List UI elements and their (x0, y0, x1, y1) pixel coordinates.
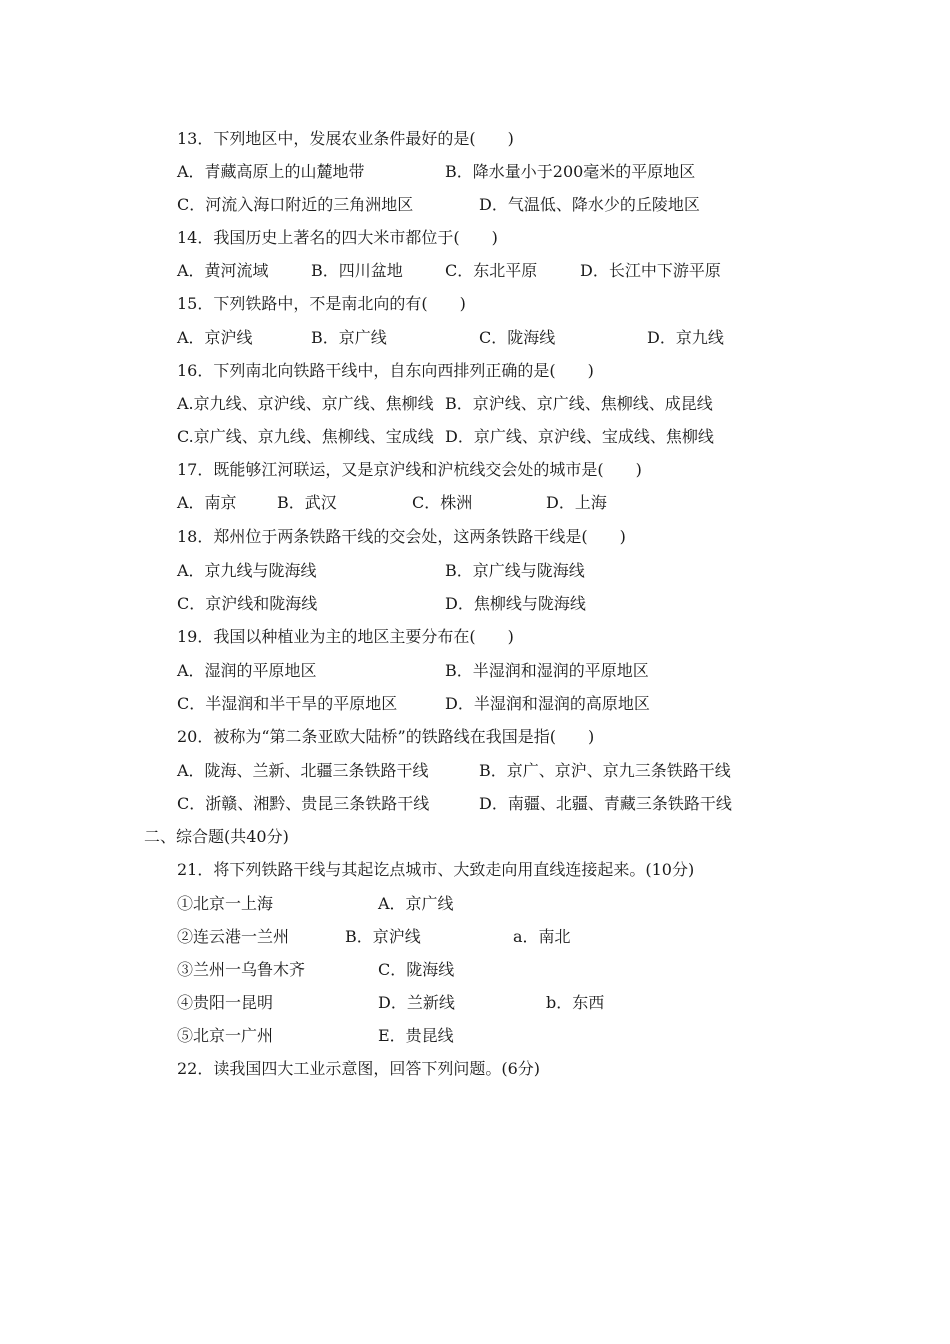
q21-city-4: ④贵阳一昆明 (177, 993, 274, 1012)
question-14-option-a: A．黄河流域 (177, 261, 269, 280)
question-15-option-d: D．京九线 (647, 328, 724, 347)
question-14-option-c: C．东北平原 (445, 261, 538, 280)
question-21-stem: 21．将下列铁路干线与其起讫点城市、大致走向用直线连接起来。(10分) (177, 860, 695, 879)
question-17-option-c: C．株洲 (412, 493, 473, 512)
question-16-option-c: C.京广线、京九线、焦柳线、宝成线 (177, 427, 434, 446)
question-20-option-d: D．南疆、北疆、青藏三条铁路干线 (479, 794, 732, 813)
question-21-row-4 (177, 993, 777, 1013)
question-19-option-a: A．湿润的平原地区 (177, 661, 317, 680)
question-22-stem: 22．读我国四大工业示意图，回答下列问题。(6分) (177, 1059, 541, 1078)
question-18-option-b: B．京广线与陇海线 (445, 561, 585, 580)
question-19-option-c: C．半湿润和半干旱的平原地区 (177, 694, 398, 713)
question-13-option-b: B．降水量小于200毫米的平原地区 (445, 162, 696, 181)
q21-line-b: B．京沪线 (345, 927, 421, 946)
question-14-option-b: B．四川盆地 (311, 261, 403, 280)
question-13-option-c: C．河流入海口附近的三角洲地区 (177, 195, 414, 214)
question-20-option-b: B．京广、京沪、京九三条铁路干线 (479, 761, 731, 780)
question-21-row-5 (177, 1026, 777, 1046)
question-19-option-b: B．半湿润和湿润的平原地区 (445, 661, 649, 680)
question-18-option-a: A．京九线与陇海线 (177, 561, 317, 580)
question-13-options-row-1 (177, 162, 877, 182)
q21-direction-a: a．南北 (513, 927, 571, 946)
q21-line-d: D．兰新线 (378, 993, 455, 1012)
question-18-stem: 18．郑州位于两条铁路干线的交会处，这两条铁路干线是( ) (177, 527, 626, 546)
question-17-option-b: B．武汉 (277, 493, 337, 512)
question-15-option-c: C．陇海线 (479, 328, 556, 347)
q21-direction-b: b．东西 (546, 993, 605, 1012)
question-18-options-row-2 (177, 594, 877, 614)
question-16-options-row-2 (177, 427, 897, 447)
question-18-option-d: D．焦柳线与陇海线 (445, 594, 586, 613)
question-21-row-1 (177, 894, 777, 914)
question-13-option-d: D．气温低、降水少的丘陵地区 (479, 195, 700, 214)
question-13-stem: 13．下列地区中，发展农业条件最好的是( ) (177, 129, 514, 148)
q21-city-5: ⑤北京一广州 (177, 1026, 274, 1045)
question-13-option-a: A．青藏高原上的山麓地带 (177, 162, 365, 181)
question-19-stem: 19．我国以种植业为主的地区主要分布在( ) (177, 627, 514, 646)
question-17-option-d: D．上海 (546, 493, 607, 512)
question-14-option-d: D．长江中下游平原 (580, 261, 721, 280)
question-19-options-row-2 (177, 694, 877, 714)
question-20-stem: 20．被称为“第二条亚欧大陆桥”的铁路线在我国是指( ) (177, 727, 595, 746)
question-16-option-a: A.京九线、京沪线、京广线、焦柳线 (177, 394, 434, 413)
question-17-option-a: A．南京 (177, 493, 237, 512)
question-21-row-3 (177, 960, 777, 980)
question-18-options-row-1 (177, 561, 877, 581)
question-16-option-d: D．京广线、京沪线、宝成线、焦柳线 (445, 427, 714, 446)
question-13-options-row-2 (177, 195, 877, 215)
question-16-options-row-1 (177, 394, 897, 414)
question-14-options-row (177, 261, 877, 281)
question-16-option-b: B．京沪线、京广线、焦柳线、成昆线 (445, 394, 713, 413)
question-15-stem: 15．下列铁路中，不是南北向的有( ) (177, 294, 466, 313)
q21-line-c: C．陇海线 (378, 960, 455, 979)
q21-city-2: ②连云港一兰州 (177, 927, 290, 946)
question-20-options-row-2 (177, 794, 917, 814)
question-21-row-2 (177, 927, 777, 947)
question-20-option-a: A．陇海、兰新、北疆三条铁路干线 (177, 761, 429, 780)
q21-line-e: E．贵昆线 (378, 1026, 454, 1045)
question-19-option-d: D．半湿润和湿润的高原地区 (445, 694, 650, 713)
q21-line-a: A．京广线 (378, 894, 454, 913)
section-2-heading: 二、综合题(共40分) (144, 827, 289, 846)
q21-city-3: ③兰州一乌鲁木齐 (177, 960, 306, 979)
question-14-stem: 14．我国历史上著名的四大米市都位于( ) (177, 228, 498, 247)
question-15-options-row (177, 328, 877, 348)
question-20-options-row-1 (177, 761, 917, 781)
question-18-option-c: C．京沪线和陇海线 (177, 594, 318, 613)
question-19-options-row-1 (177, 661, 877, 681)
question-20-option-c: C．浙赣、湘黔、贵昆三条铁路干线 (177, 794, 430, 813)
question-15-option-b: B．京广线 (311, 328, 387, 347)
question-17-stem: 17．既能够江河联运，又是京沪线和沪杭线交会处的城市是( ) (177, 460, 642, 479)
question-17-options-row (177, 493, 877, 513)
question-16-stem: 16．下列南北向铁路干线中，自东向西排列正确的是( ) (177, 361, 594, 380)
q21-city-1: ①北京一上海 (177, 894, 274, 913)
question-15-option-a: A．京沪线 (177, 328, 253, 347)
